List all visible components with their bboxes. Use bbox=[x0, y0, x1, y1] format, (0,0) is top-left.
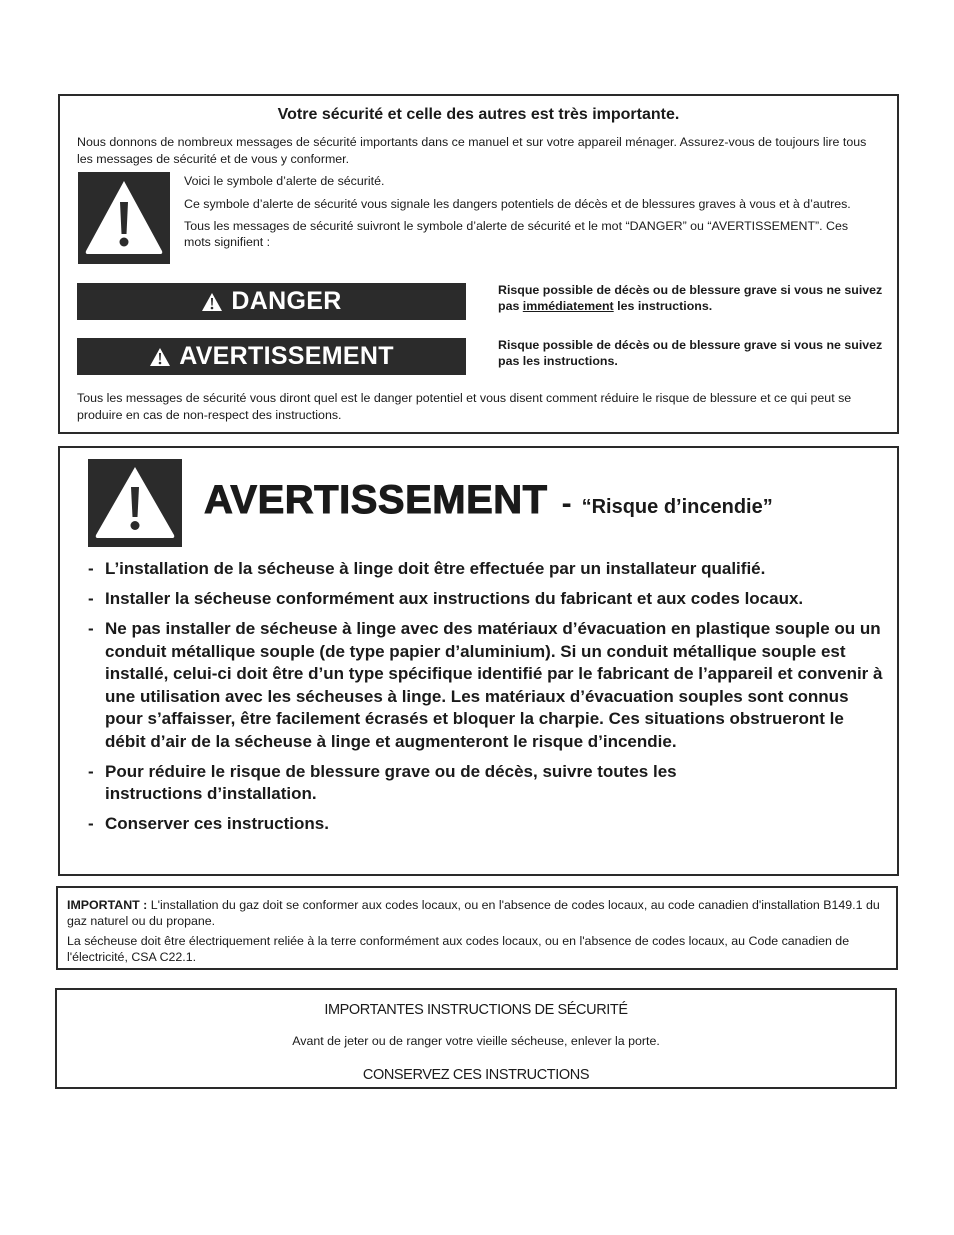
list-item: - Conserver ces instructions. bbox=[88, 814, 329, 833]
warning-description: Risque possible de décès ou de blessure grave si vous ne suivez pas les instructions. bbox=[498, 338, 883, 368]
warning-triangle-icon bbox=[149, 347, 171, 367]
safety-message-box bbox=[58, 94, 899, 434]
immediately-emphasis: immédiatement bbox=[522, 299, 614, 313]
safety-instructions-box bbox=[55, 988, 897, 1089]
safety-alert-icon bbox=[78, 172, 170, 264]
symbol-line-1: Voici le symbole d’alerte de sécurité. bbox=[184, 174, 385, 188]
fire-warning-list bbox=[88, 558, 888, 843]
electrical-grounding-note: La sécheuse doit être électriquement reliée à la terre conformément aux codes locaux, ou en l'absence de codes locaux, au Code canadien de l'électricité, CSA C22.1. bbox=[67, 934, 850, 964]
safety-alert-icon bbox=[88, 459, 182, 547]
safety-symbol-description bbox=[184, 174, 874, 257]
warning-triangle-icon bbox=[201, 292, 223, 312]
list-item: - L’installation de la sécheuse à linge doit être effectuée par un installateur qualifié. bbox=[88, 559, 766, 578]
symbol-line-2: Ce symbole d’alerte de sécurité vous signale les dangers potentiels de décès et de blessures graves à vous et à d’autres. bbox=[184, 196, 851, 211]
danger-label: DANGER bbox=[231, 287, 342, 315]
danger-banner bbox=[77, 283, 466, 320]
warning-heading-text: AVERTISSEMENT bbox=[204, 478, 548, 522]
warning-banner bbox=[77, 338, 466, 375]
gas-installation-note: IMPORTANT : L'installation du gaz doit se conformer aux codes locaux, ou en l'absence de codes locaux, au code canadien d'installation B149.1 du gaz naturel ou du propane. bbox=[67, 898, 880, 928]
symbol-line-3: Tous les messages de sécurité suivront le symbole d’alerte de sécurité et le mot “DANGER” ou “AVERTISSEMENT”. Ces mots signifient : bbox=[184, 219, 849, 249]
list-item: - Ne pas installer de sécheuse à linge avec des matériaux d’évacuation en plastique souple ou un conduit métallique souple (de type papier d’aluminium). Si un conduit métallique souple est installé, celui-ci doit être d’un type spécifique identifié par le fabricant de l’appareil et convenir à une utilisation avec les sécheuses à linge. Les matériaux d’évacuation souples sont connus pour s’affaisser, être facilement écrasés et bloquer la charpie. Ces situations obstrueront le débit d’air de la sécheuse à linge et augmenteront le risque d’incendie. bbox=[88, 619, 883, 751]
important-label: IMPORTANT : bbox=[67, 898, 148, 912]
door-removal-note: Avant de jeter ou de ranger votre vieille sécheuse, enlever la porte. bbox=[292, 1034, 660, 1048]
safety-intro-text: Nous donnons de nombreux messages de sécurité importants dans ce manuel et sur votre appareil ménager. Assurez-vous de toujours lire tous les messages de sécurité et de vous y conformer. bbox=[77, 135, 867, 166]
list-item: - Installer la sécheuse conformément aux instructions du fabricant et aux codes locaux. bbox=[88, 589, 804, 608]
fire-warning-heading: AVERTISSEMENT - “Risque d’incendie” bbox=[204, 478, 773, 522]
instructions-title: IMPORTANTES INSTRUCTIONS DE SÉCURITÉ bbox=[324, 1002, 628, 1018]
fire-risk-subheading: “Risque d’incendie” bbox=[581, 496, 773, 518]
save-instructions-footer: CONSERVEZ CES INSTRUCTIONS bbox=[362, 1067, 590, 1083]
list-item: - Pour réduire le risque de blessure grave ou de décès, suivre toutes les instructions d’installation. bbox=[88, 761, 677, 803]
safety-outro-text: Tous les messages de sécurité vous diront quel est le danger potentiel et vous disent comment réduire le risque de blessure et ce qui peut se produire en cas de non-respect des instructions. bbox=[77, 391, 852, 422]
warning-label: AVERTISSEMENT bbox=[179, 342, 394, 370]
fire-warning-box bbox=[58, 446, 899, 876]
danger-description: Risque possible de décès ou de blessure grave si vous ne suivez pas immédiatement les instructions. bbox=[498, 283, 883, 313]
important-note-box bbox=[56, 886, 898, 970]
safety-box-title: Votre sécurité et celle des autres est très importante. bbox=[277, 106, 680, 123]
